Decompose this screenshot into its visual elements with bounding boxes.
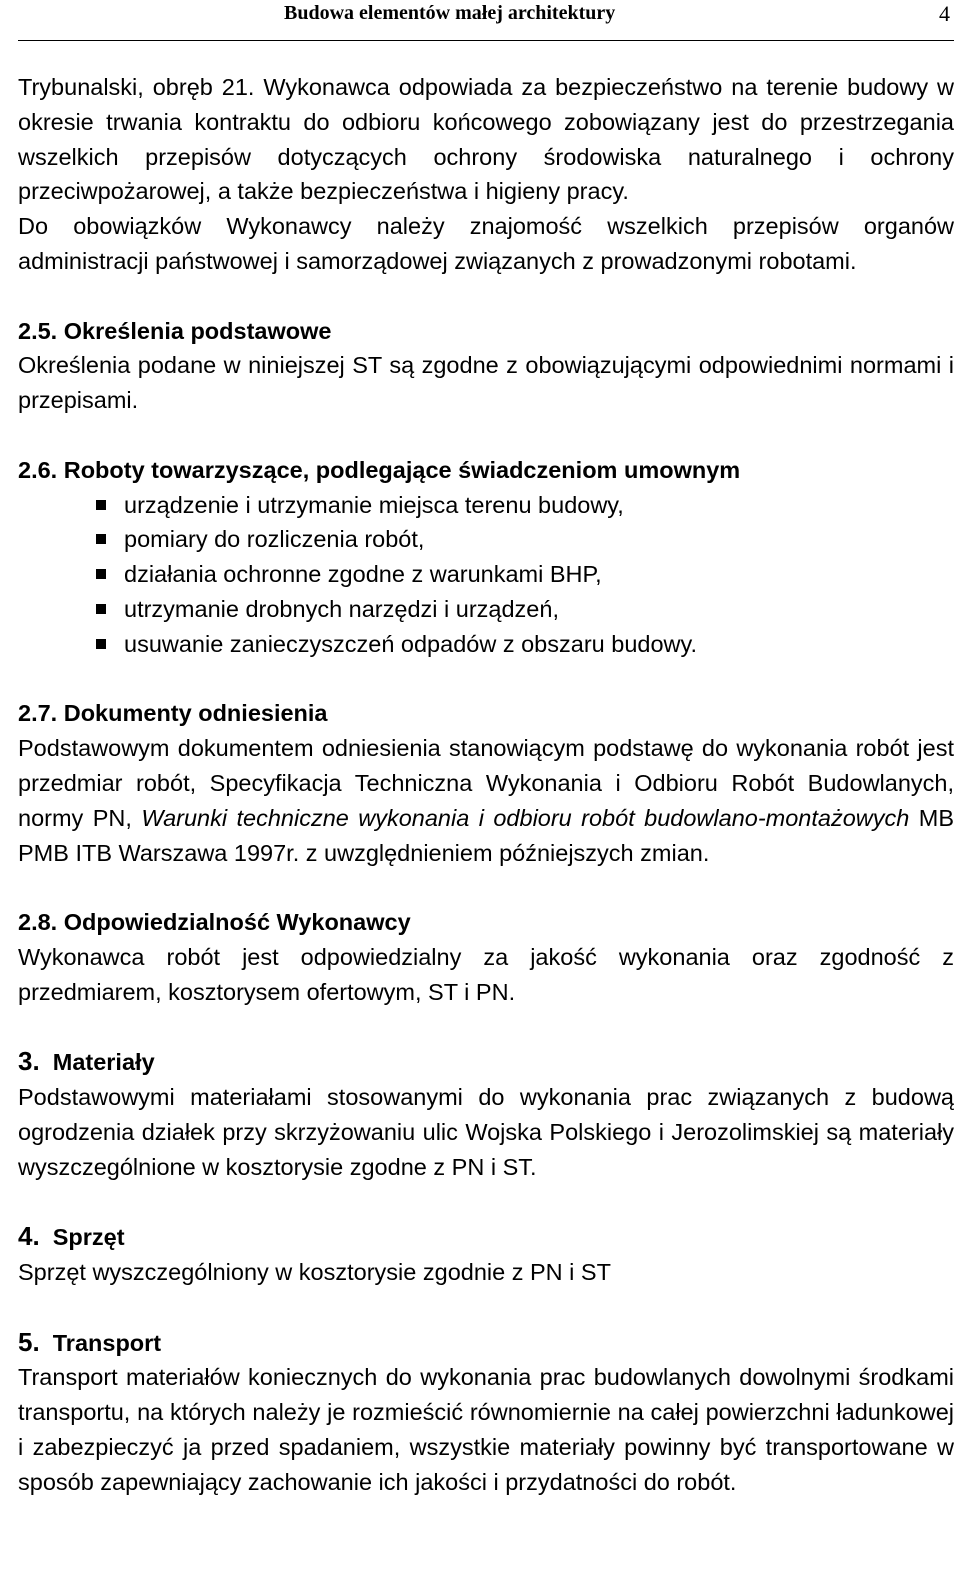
square-bullet-icon (96, 534, 106, 544)
section-2-8-heading: 2.8. Odpowiedzialność Wykonawcy (18, 909, 411, 936)
list-item-text: usuwanie zanieczyszczeń odpadów z obszaru budowy. (124, 630, 698, 657)
section-3-text: Podstawowymi materiałami stosowanymi do wykonania prac związanych z budową ogrodzenia działek przy skrzyżowaniu ulic Wojska Polskiego i Jerozolimskiej są materiały wyszczególnione w kosztorysie zgodne z PN i ST. (18, 1084, 954, 1180)
section-5-heading (18, 1325, 954, 1361)
section-2-7-italic-title: Warunki techniczne wykonania i odbioru robót budowlano-montażowych (141, 804, 910, 831)
square-bullet-icon (96, 639, 106, 649)
section-4-title: Sprzęt (52, 1224, 125, 1251)
list-item (18, 522, 954, 557)
square-bullet-icon (96, 500, 106, 510)
section-3-number: 3. (18, 1046, 40, 1077)
list-item (18, 488, 954, 523)
section-2-6-list (18, 488, 954, 662)
section-5-number: 5. (18, 1326, 40, 1357)
section-2-5-heading: 2.5. Określenia podstawowe (18, 317, 332, 344)
section-4-text: Sprzęt wyszczególniony w kosztorysie zgodnie z PN i ST (18, 1259, 611, 1286)
section-3-heading (18, 1044, 954, 1080)
list-item-text: utrzymanie drobnych narzędzi i urządzeń, (124, 595, 559, 622)
page-number: 4 (939, 1, 950, 26)
section-2-7-text-b: MB PMB ITB Warszawa 1997r. z uwzględnieniem późniejszych zmian. (18, 804, 954, 866)
list-item (18, 627, 954, 662)
section-2-7-text (18, 731, 954, 870)
section-5-text: Transport materiałów koniecznych do wykonania prac budowlanych dowolnymi środkami transportu, na których należy je rozmieścić równomiernie na całej powierzchni ładunkowej i zabezpieczyć ja przed spadaniem, wszystkie materiały powinny być transportowane w sposób zapewniający zachowanie ich jakości i przydatności do robót. (18, 1364, 954, 1495)
section-2-6-heading: 2.6. Roboty towarzyszące, podlegające świadczeniom umownym (18, 456, 741, 483)
page-header (18, 0, 954, 41)
section-5-title: Transport (52, 1329, 162, 1356)
list-item-text: pomiary do rozliczenia robót, (124, 526, 425, 553)
section-2-7-text-a: Podstawowym dokumentem odniesienia stanowiącym podstawę do wykonania robót jest przedmiar robót, Specyfikacja Techniczna Wykonania i Odbioru Robót Budowlanych, normy PN, (18, 735, 954, 831)
section-2-8-text: Wykonawca robót jest odpowiedzialny za jakość wykonania oraz zgodność z przedmiarem, kosztorysem ofertowym, ST i PN. (18, 943, 954, 1005)
header-title: Budowa elementów małej architektury (284, 2, 616, 24)
list-item-text: działania ochronne zgodne z warunkami BHP, (124, 561, 602, 588)
section-2-7-heading: 2.7. Dokumenty odniesienia (18, 700, 328, 727)
section-3-title: Materiały (52, 1049, 155, 1076)
list-item-text: urządzenie i utrzymanie miejsca terenu budowy, (124, 491, 624, 518)
square-bullet-icon (96, 569, 106, 579)
section-2-5-text: Określenia podane w niniejszej ST są zgodne z obowiązującymi odpowiednimi normami i przepisami. (18, 352, 954, 414)
list-item (18, 592, 954, 627)
square-bullet-icon (96, 604, 106, 614)
intro-paragraph-2: Do obowiązków Wykonawcy należy znajomość wszelkich przepisów organów administracji państwowej i samorządowej związanych z prowadzonymi robotami. (18, 213, 954, 274)
section-4-number: 4. (18, 1221, 40, 1252)
intro-paragraph-1: Trybunalski, obręb 21. Wykonawca odpowiada za bezpieczeństwo na terenie budowy w okresie trwania kontraktu do odbioru końcowego zobowiązany jest do przestrzegania wszelkich przepisów dotyczących ochrony środowiska naturalnego i ochrony przeciwpożarowej, a także bezpieczeństwa i higieny pracy. (18, 74, 954, 205)
list-item (18, 557, 954, 592)
section-4-heading (18, 1219, 954, 1255)
document-body (18, 70, 954, 1500)
